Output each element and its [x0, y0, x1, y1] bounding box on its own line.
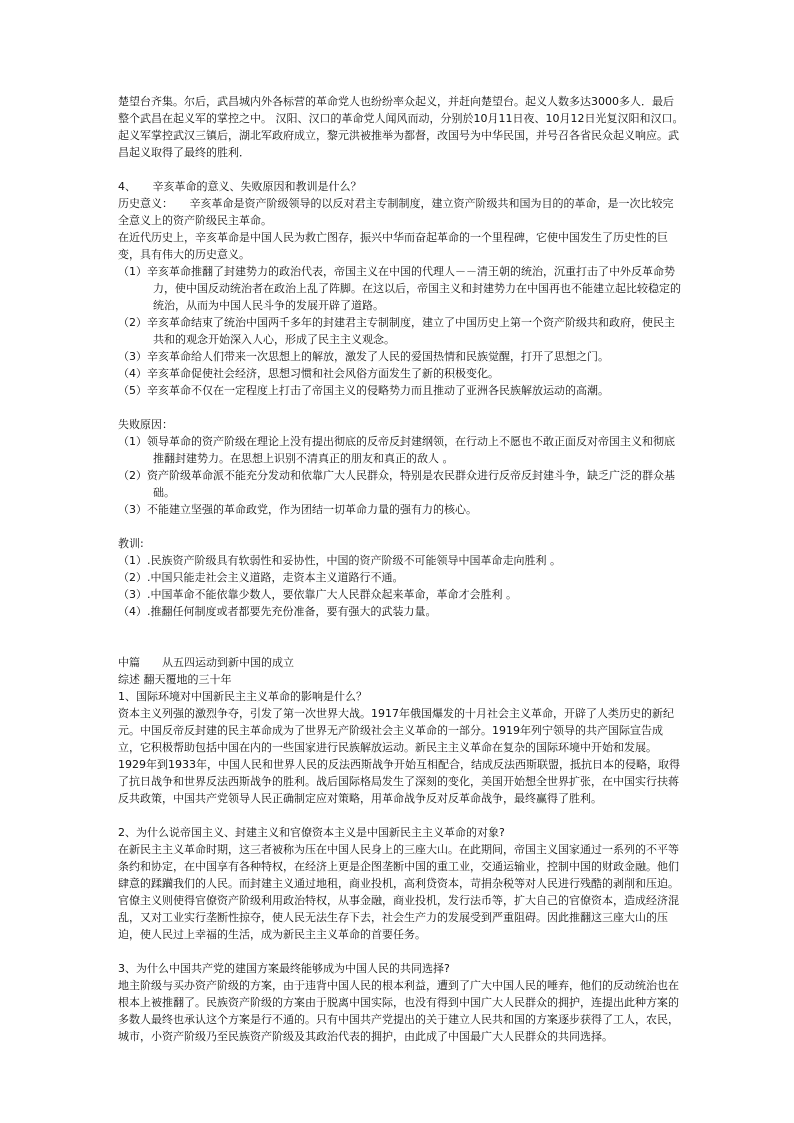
lesson-item-4: （4）.推翻任何制度或者都要先充份准备，要有强大的武装力量。 — [118, 605, 437, 618]
q4-meaning-item-2: （2）辛亥革命结束了统治中国两千多年的封建君主专制制度，建立了中国历史上第一个资产阶级共和政府，使民主共和的观念开始深入人心，形成了民主主义观念。 — [118, 316, 675, 346]
lesson-title: 教训: — [118, 537, 144, 550]
spacer — [118, 807, 684, 824]
spacer — [118, 161, 684, 178]
q4-meaning-item-3: （3）辛亥革命给人们带来一次思想上的解放，激发了人民的爱国热情和民族觉醒，打开了思想之门。 — [118, 350, 609, 363]
document-page — [118, 93, 684, 1045]
part-title: 中篇 从五四运动到新中国的成立 — [118, 656, 294, 669]
q2-title: 2、为什么说帝国主义、封建主义和官僚资本主义是中国新民主主义革命的对象? — [118, 826, 505, 839]
spacer — [118, 399, 684, 416]
spacer — [118, 620, 684, 654]
q3-body: 地主阶级与买办资产阶级的方案，由于违背中国人民的根本利益，遭到了广大中国人民的唾弃，他们的反动统治也在根本上被推翻了。民族资产阶级的方案由于脱离中国实际，也没有得到中国广大人民群众的拥护，连提出此种方案的多数人最终也承认这个方案是行不通的。只有中国共产党提出的关于建立人民共和国的方案逐步获得了工人，农民，城市，小资产阶级乃至民族资产阶级及其政治代表的拥护，由此成了中国最广大人民群众的共同选择。 — [118, 979, 679, 1043]
q1-title: 1、国际环境对中国新民主主义革命的影响是什么？ — [118, 690, 367, 703]
lesson-item-3: （3）.中国革命不能依靠少数人，要依靠广大人民群众起来革命，革命才会胜利 。 — [118, 588, 517, 601]
failure-title: 失败原因： — [118, 418, 173, 431]
failure-item-1: （1）领导革命的资产阶级在理论上没有提出彻底的反帝反封建纲领，在行动上不愿也不敢正面反对帝国主义和彻底推翻封建势力。在思想上识别不清真正的朋友和真正的敌人 。 — [118, 435, 675, 465]
spacer — [118, 943, 684, 960]
q4-meaning-line-2: 在近代历史上，辛亥革命是中国人民为救亡图存，振兴中华而奋起革命的一个里程碑，它使中国发生了历史性的巨变，具有伟大的历史意义。 — [118, 231, 668, 261]
q4-meaning-item-4: （4）辛亥革命促使社会经济，思想习惯和社会风俗方面发生了新的积极变化。 — [118, 367, 499, 380]
q3-title: 3、为什么中国共产党的建国方案最终能够成为中国人民的共同选择? — [118, 962, 450, 975]
spacer — [118, 518, 684, 535]
q1-body: 资本主义列强的激烈争夺，引发了第一次世界大战。1917年俄国爆发的十月社会主义革命，开辟了人类历史的新纪元。中国反帝反封建的民主革命成为了世界无产阶级社会主义革命的一部分。1919年列宁领导的共产国际宣告成立，它积极帮助包括中国在内的一些国家进行民族解放运动。新民主主义革命在复杂的国际环境中开始和发展。1929年到1933年，中国人民和世界人民的反法西斯战争开始互相配合，结成反法西斯联盟，抵抗日本的侵略，取得了抗日战争和世界反法西斯战争的胜利。战后国际格局发生了深刻的变化，美国开始想全世界扩张，在中国实行扶蒋反共政策，中国共产党领导人民正确制定应对策略，用革命战争反对反革命战争，最终赢得了胜利。 — [118, 707, 680, 805]
overview-heading: 综述 翻天覆地的三十年 — [118, 673, 232, 686]
lesson-item-2: （2）.中国只能走社会主义道路，走资本主义道路行不通。 — [118, 571, 404, 584]
q4-meaning-item-1: （1）辛亥革命推翻了封建势力的政治代表，帝国主义在中国的代理人－－清王朝的统治，沉重打击了中外反革命势力，使中国反动统治者在政治上乱了阵脚。在这以后，帝国主义和封建势力在中国再也不能建立起比较稳定的统治，从而为中国人民斗争的发展开辟了道路。 — [118, 265, 681, 312]
failure-item-3: （3）不能建立坚强的革命政党，作为团结一切革命力量的强有力的核心。 — [118, 503, 477, 516]
lesson-item-1: （1）.民族资产阶级具有软弱性和妥协性，中国的资产阶级不可能领导中国革命走向胜利 。 — [118, 554, 561, 567]
q4-meaning-item-5: （5）辛亥革命不仅在一定程度上打击了帝国主义的侵略势力而且推动了亚洲各民族解放运动的高潮。 — [118, 384, 609, 397]
intro-paragraph: 楚望台齐集。尔后，武昌城内外各标营的革命党人也纷纷率众起义，并赶向楚望台。起义人数多达3000多人．最后整个武昌在起义军的掌控之中。 汉阳、汉口的革命党人闻风而动，分别於10月11日夜、10月12日光复汉阳和汉口。起义军掌控武汉三镇后，湖北军政府成立，黎元洪被推举为都督，改国号为中华民国，并号召各省民众起义响应。武昌起义取得了最终的胜利． — [118, 95, 684, 159]
q4-meaning-line-1: 历史意义： 辛亥革命是资产阶级领导的以反对君主专制制度，建立资产阶级共和国为目的的革命，是一次比较完全意义上的资产阶级民主革命。 — [118, 197, 674, 227]
q2-body: 在新民主主义革命时期，这三者被称为压在中国人民身上的三座大山。在此期间，帝国主义国家通过一系列的不平等条约和协定，在中国享有各种特权，在经济上更是企图垄断中国的重工业，交通运输业，控制中国的财政金融。他们肆意的蹂躏我们的人民。而封建主义通过地租，商业投机，高利贷资本，苛捐杂税等对人民进行残酷的剥削和压迫。官僚主义则使得官僚资产阶级利用政治特权，从事金融，商业投机，发行法币等，扩大自己的官僚资本，造成经济混乱，又对工业实行垄断性掠夺，使人民无法生存下去，社会生产力的发展受到严重阻碍。因此推翻这三座大山的压迫，使人民过上幸福的生活，成为新民主主义革命的首要任务。 — [118, 843, 679, 941]
failure-item-2: （2）资产阶级革命派不能充分发动和依靠广大人民群众，特别是农民群众进行反帝反封建斗争，缺乏广泛的群众基础。 — [118, 469, 675, 499]
q4-title: 4、 辛亥革命的意义、失败原因和教训是什么？ — [118, 180, 362, 193]
